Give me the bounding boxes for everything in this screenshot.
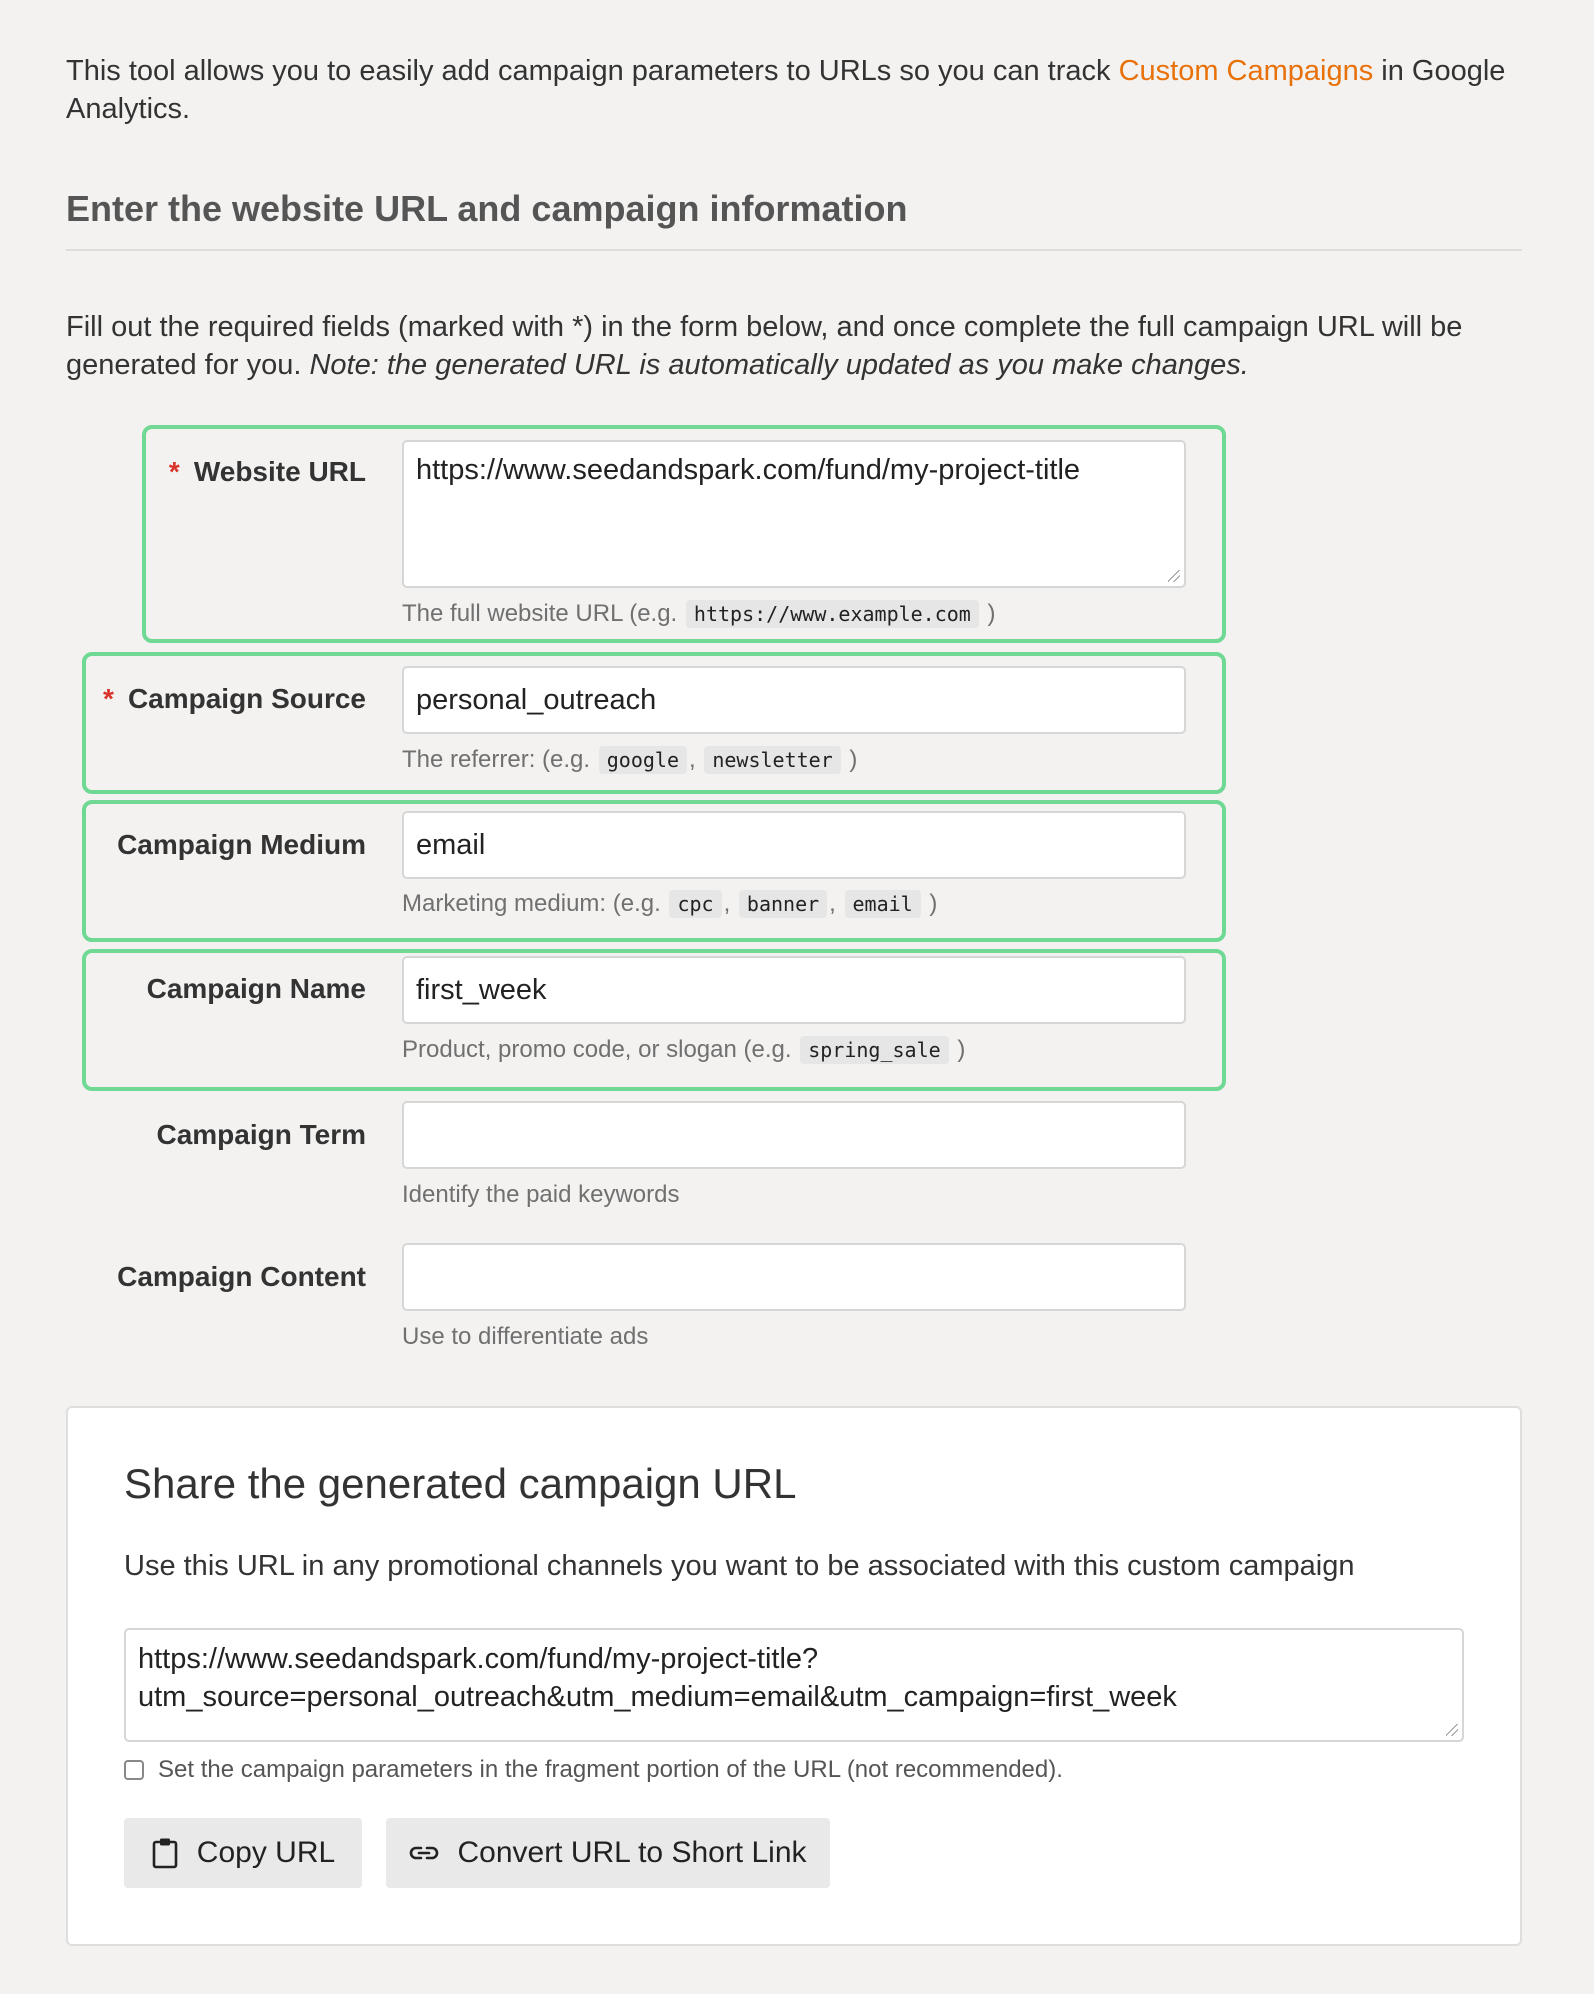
clipboard-icon — [151, 1837, 179, 1869]
campaign-term-help: Identify the paid keywords — [402, 1181, 680, 1208]
campaign-source-label — [100, 683, 366, 715]
campaign-source-help: The referrer: (e.g. google , newsletter ) — [402, 746, 858, 773]
help-suffix: ) — [957, 1036, 966, 1063]
campaign-content-input[interactable] — [402, 1243, 1186, 1311]
link-icon — [409, 1844, 439, 1862]
form-instructions — [66, 308, 1526, 384]
section-divider — [66, 249, 1522, 251]
campaign-content-label: Campaign Content — [117, 1261, 366, 1292]
section-title: Enter the website URL and campaign information — [66, 188, 908, 229]
campaign-source-input[interactable] — [402, 666, 1186, 734]
example-code: newsletter — [704, 746, 840, 774]
intro-text-before: This tool allows you to easily add campaign parameters to URLs so you can track — [66, 55, 1119, 87]
example-code: https://www.example.com — [686, 600, 979, 628]
required-marker: * — [103, 683, 114, 714]
fragment-checkbox-label: Set the campaign parameters in the fragment portion of the URL (not recommended). — [158, 1756, 1063, 1783]
resize-handle[interactable] — [1446, 1724, 1458, 1736]
help-text: Product, promo code, or slogan (e.g. — [402, 1036, 792, 1063]
help-text: The full website URL (e.g. — [402, 600, 678, 627]
convert-short-link-button[interactable] — [386, 1818, 830, 1888]
example-code: google — [599, 746, 687, 774]
convert-short-link-label: Convert URL to Short Link — [457, 1836, 807, 1869]
campaign-name-input[interactable] — [402, 956, 1186, 1024]
website-url-label-text: Website URL — [193, 456, 366, 487]
website-url-help — [402, 600, 996, 628]
campaign-medium-help: Marketing medium: (e.g. cpc , banner , email ) — [402, 890, 938, 917]
fragment-checkbox[interactable] — [124, 1760, 144, 1780]
campaign-source-value: personal_outreach — [416, 683, 657, 716]
example-code: email — [845, 890, 921, 918]
help-suffix: ) — [987, 600, 996, 627]
custom-campaigns-link[interactable]: Custom Campaigns — [1118, 55, 1374, 87]
campaign-term-label: Campaign Term — [156, 1119, 366, 1150]
campaign-name-label: Campaign Name — [146, 973, 366, 1004]
example-code: cpc — [669, 890, 721, 918]
share-description: Use this URL in any promotional channels you want to be associated with this custom campaign — [124, 1550, 1355, 1582]
campaign-medium-input[interactable] — [402, 811, 1186, 879]
help-suffix: ) — [929, 890, 938, 917]
fragment-option — [124, 1756, 1063, 1784]
website-url-input[interactable] — [402, 440, 1186, 588]
campaign-medium-value: email — [416, 828, 486, 861]
generated-url-line-2: utm_source=personal_outreach&utm_medium=email&utm_campaign=first_week — [138, 1681, 1177, 1713]
generated-url-output[interactable] — [124, 1628, 1464, 1742]
example-code: spring_sale — [800, 1036, 948, 1064]
required-marker: * — [168, 456, 180, 487]
campaign-content-help: Use to differentiate ads — [402, 1323, 649, 1350]
intro-text — [66, 52, 1536, 128]
help-text: Marketing medium: (e.g. — [402, 890, 661, 917]
resize-handle[interactable] — [1168, 570, 1180, 582]
example-code: banner — [739, 890, 827, 918]
copy-url-button[interactable] — [124, 1818, 362, 1888]
campaign-term-input[interactable] — [402, 1101, 1186, 1169]
campaign-name-help — [402, 1036, 965, 1064]
website-url-value: https://www.seedandspark.com/fund/my-project-title — [416, 454, 1081, 486]
instructions-note: Note: the generated URL is automatically updated as you make changes. — [309, 349, 1249, 381]
website-url-label — [100, 456, 366, 488]
share-title: Share the generated campaign URL — [124, 1460, 797, 1507]
campaign-medium-label: Campaign Medium — [117, 829, 366, 860]
help-suffix: ) — [849, 746, 858, 773]
intro-text-after: in Google Analytics. — [66, 55, 1506, 125]
generated-url-line-1: https://www.seedandspark.com/fund/my-project-title? — [138, 1643, 819, 1675]
copy-url-label: Copy URL — [196, 1836, 336, 1869]
help-text: The referrer: (e.g. — [402, 746, 591, 773]
campaign-source-label-text: Campaign Source — [127, 683, 366, 714]
campaign-name-value: first_week — [416, 973, 547, 1006]
instructions-text: Fill out the required fields (marked with *) in the form below, and once complete the full campaign URL will be generated for you. — [66, 311, 1463, 381]
